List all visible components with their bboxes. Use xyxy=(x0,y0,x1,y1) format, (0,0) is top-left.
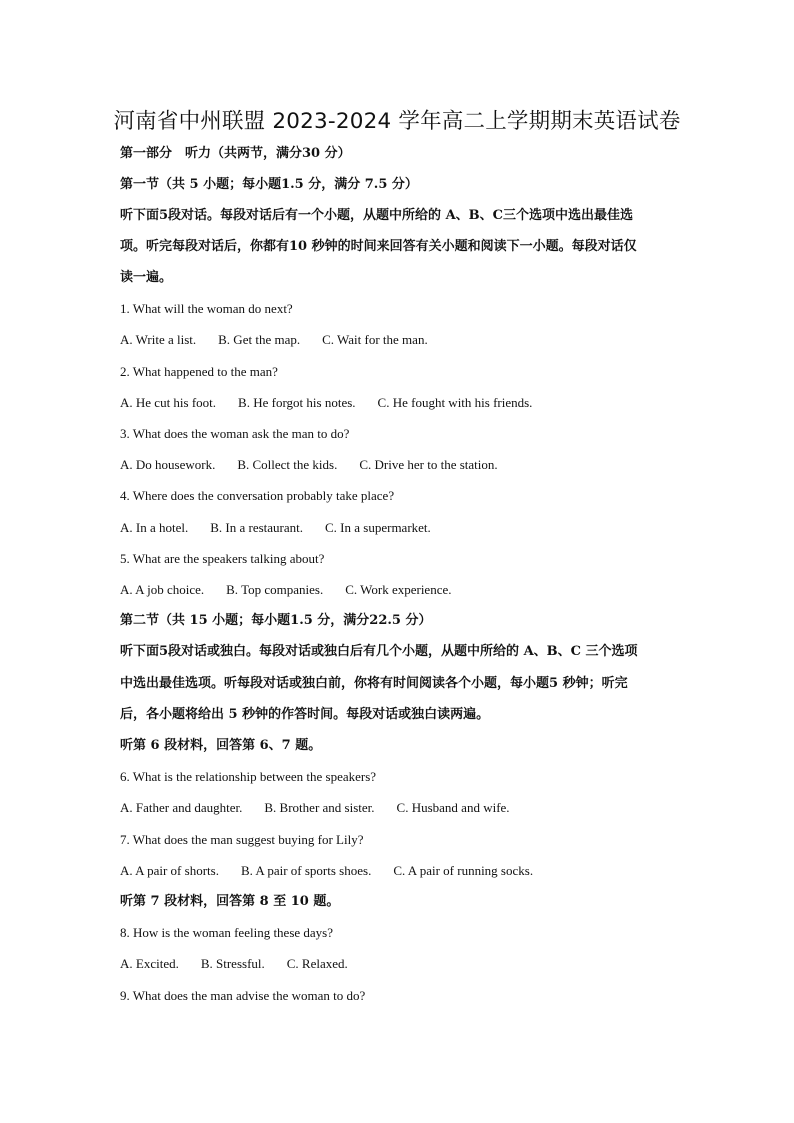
option-b: B. Top companies. xyxy=(226,582,324,597)
section1-instruction-line: 读一遍。 xyxy=(120,270,173,285)
section2-instruction-line: 后，各小题将给出 5 秒钟的作答时间。每段对话或独白读两遍。 xyxy=(120,707,490,722)
option-b: B. He forgot his notes. xyxy=(238,395,356,410)
option-b: B. Get the map. xyxy=(218,332,301,347)
group6-heading: 听第 6 段材料，回答第 6、7 题。 xyxy=(120,738,322,753)
options-4 xyxy=(120,518,680,538)
section2-instruction-line: 中选出最佳选项。听每段对话或独白前，你将有时间阅读各个小题，每小题5 秒钟；听完 xyxy=(120,676,628,691)
question-2: 2. What happened to the man? xyxy=(120,364,278,379)
option-a: A. A job choice. xyxy=(120,582,205,597)
section1-instruction-line: 项。听完每段对话后，你都有10 秒钟的时间来回答有关小题和阅读下一小题。每段对话仅 xyxy=(120,239,637,254)
option-a: A. Excited. xyxy=(120,956,179,971)
options-6 xyxy=(120,798,680,818)
options-5 xyxy=(120,580,680,600)
option-b: B. In a restaurant. xyxy=(210,520,304,535)
option-a: A. A pair of shorts. xyxy=(120,863,219,878)
section2-instruction-line: 听下面5段对话或独白。每段对话或独白后有几个小题，从题中所给的 A、B、C 三个选项 xyxy=(120,644,638,659)
option-a: A. Father and daughter. xyxy=(120,800,243,815)
option-a: A. He cut his foot. xyxy=(120,395,217,410)
options-2 xyxy=(120,393,680,413)
options-7 xyxy=(120,861,680,881)
option-c: C. In a supermarket. xyxy=(325,520,431,535)
option-b: B. Collect the kids. xyxy=(237,457,338,472)
option-b: B. Stressful. xyxy=(200,956,265,971)
question-5: 5. What are the speakers talking about? xyxy=(120,551,325,566)
options-1 xyxy=(120,330,680,350)
question-1: 1. What will the woman do next? xyxy=(120,301,293,316)
part1-heading: 第一部分 听力（共两节，满分30 分） xyxy=(120,146,351,161)
option-a: A. Do housework. xyxy=(120,457,216,472)
option-c: C. Drive her to the station. xyxy=(359,457,498,472)
option-c: C. Relaxed. xyxy=(286,956,348,971)
option-a: A. Write a list. xyxy=(120,332,197,347)
options-3 xyxy=(120,455,680,475)
question-6: 6. What is the relationship between the speakers? xyxy=(120,769,377,784)
option-c: C. A pair of running socks. xyxy=(393,863,534,878)
group7-heading: 听第 7 段材料，回答第 8 至 10 题。 xyxy=(120,894,340,909)
section1-instruction-line: 听下面5段对话。每段对话后有一个小题，从题中所给的 A、B、C三个选项中选出最佳选 xyxy=(120,208,633,223)
option-c: C. Work experience. xyxy=(345,582,452,597)
section2-heading: 第二节（共 15 小题；每小题1.5 分，满分22.5 分） xyxy=(120,613,432,628)
question-7: 7. What does the man suggest buying for Lily? xyxy=(120,832,364,847)
option-c: C. Wait for the man. xyxy=(322,332,428,347)
option-b: B. A pair of sports shoes. xyxy=(240,863,372,878)
question-9: 9. What does the man advise the woman to do? xyxy=(120,988,366,1003)
section1-heading: 第一节（共 5 小题；每小题1.5 分，满分 7.5 分） xyxy=(120,177,418,192)
option-a: A. In a hotel. xyxy=(120,520,189,535)
option-b: B. Brother and sister. xyxy=(264,800,375,815)
options-8 xyxy=(120,954,680,974)
question-3: 3. What does the woman ask the man to do? xyxy=(120,426,350,441)
option-c: C. Husband and wife. xyxy=(396,800,510,815)
question-4: 4. Where does the conversation probably take place? xyxy=(120,488,395,503)
option-c: C. He fought with his friends. xyxy=(377,395,533,410)
question-8: 8. How is the woman feeling these days? xyxy=(120,925,334,940)
page-title: 河南省中州联盟 2023-2024 学年高二上学期期末英语试卷 xyxy=(113,109,681,134)
